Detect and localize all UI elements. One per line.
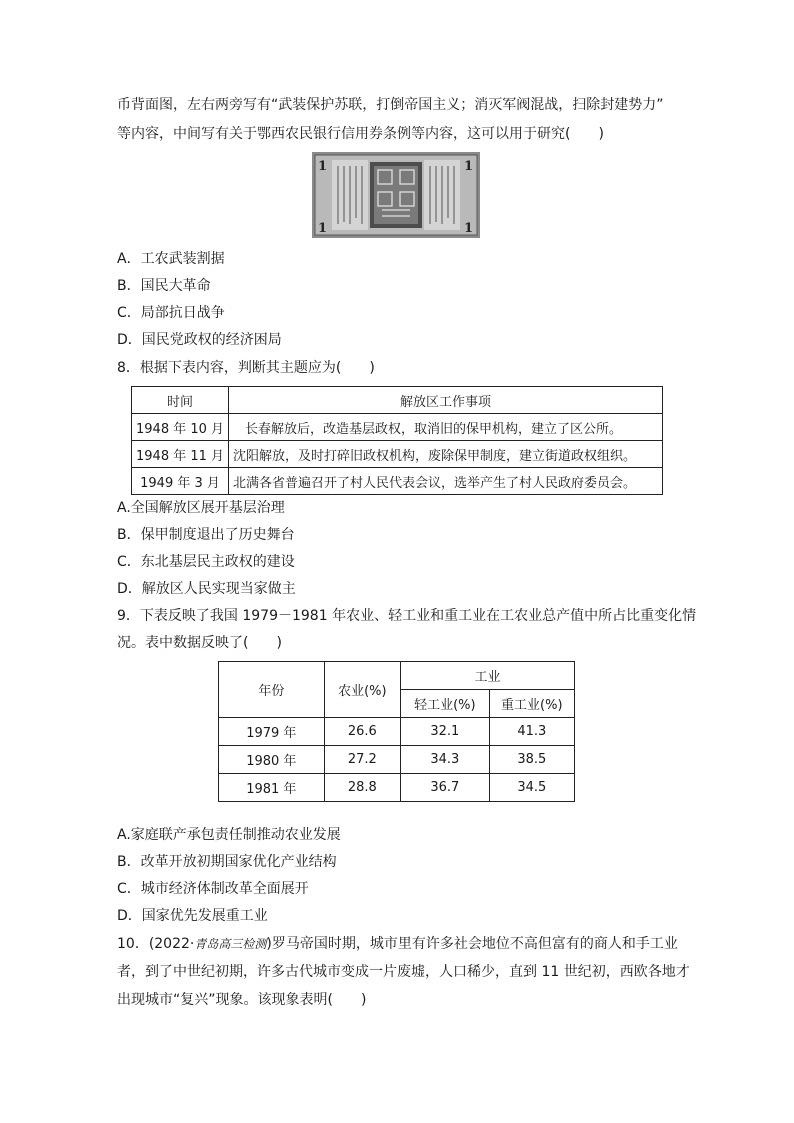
q9-cell-light: 32.1 <box>401 718 490 746</box>
table-row <box>132 441 663 468</box>
table-header-row <box>219 662 575 690</box>
table-row <box>219 774 575 802</box>
q8-cell-time: 1948 年 10 月 <box>132 414 229 441</box>
q9-header-agri: 农业(%) <box>324 662 400 718</box>
q8-option-d: D．解放区人民实现当家做主 <box>117 581 296 597</box>
q7-option-c: C．局部抗日战争 <box>117 305 225 321</box>
q8-table <box>131 386 663 495</box>
table-header-row <box>132 387 663 414</box>
q9-header-heavy: 重工业(%) <box>489 690 574 718</box>
q9-cell-agri: 27.2 <box>324 746 400 774</box>
banknote-digit-bl: 1 <box>318 221 328 236</box>
q9-option-a: A.家庭联产承包责任制推动农业发展 <box>117 827 341 843</box>
q9-option-c: C．城市经济体制改革全面展开 <box>117 881 309 897</box>
q9-stem-line1: 9．下表反映了我国 1979－1981 年农业、轻工业和重工业在工农业总产值中所占比重变化情 <box>117 608 697 624</box>
table-row <box>132 468 663 495</box>
q8-cell-item: 北满各省普遍召开了村人民代表会议，选举产生了村人民政府委员会。 <box>229 468 663 495</box>
table-row <box>219 718 575 746</box>
q7-stem-line2: 等内容，中间写有关于鄂西农民银行信用券条例等内容，这可以用于研究( ) <box>117 126 604 142</box>
q8-header-time: 时间 <box>132 387 229 414</box>
q7-option-a: A．工农武装割据 <box>117 251 225 267</box>
q9-cell-year: 1979 年 <box>219 718 325 746</box>
q9-table <box>218 661 575 802</box>
q9-cell-light: 34.3 <box>401 746 490 774</box>
q8-option-c: C．东北基层民主政权的建设 <box>117 554 295 570</box>
q9-cell-light: 36.7 <box>401 774 490 802</box>
q8-option-a: A.全国解放区展开基层治理 <box>117 500 285 516</box>
q7-option-b: B．国民大革命 <box>117 278 211 294</box>
q7-option-d: D．国民党政权的经济困局 <box>117 332 282 348</box>
q9-cell-agri: 28.8 <box>324 774 400 802</box>
q9-header-industry: 工业 <box>401 662 575 690</box>
q10-stem-text: )罗马帝国时期，城市里有许多社会地位不高但富有的商人和手工业 <box>266 936 678 952</box>
table-row <box>132 414 663 441</box>
q8-cell-time: 1949 年 3 月 <box>132 468 229 495</box>
q9-header-light: 轻工业(%) <box>401 690 490 718</box>
banknote-digit-br: 1 <box>464 221 474 236</box>
q9-cell-agri: 26.6 <box>324 718 400 746</box>
q8-cell-item: 沈阳解放，及时打碎旧政权机构，废除保甲制度，建立街道政权组织。 <box>229 441 663 468</box>
q8-stem: 8．根据下表内容，判断其主题应为( ) <box>117 360 375 376</box>
q8-cell-item: 长春解放后，改造基层政权，取消旧的保甲机构，建立了区公所。 <box>229 414 663 441</box>
q10-stem-line1 <box>117 934 678 954</box>
q9-stem-line2: 况。表中数据反映了( ) <box>117 635 282 651</box>
banknote-digit-tl: 1 <box>318 159 328 174</box>
q10-stem-line2: 者，到了中世纪初期，许多古代城市变成一片废墟，人口稀少，直到 11 世纪初，西欧各地才 <box>117 964 690 980</box>
q9-option-d: D．国家优先发展重工业 <box>117 908 268 924</box>
q10-stem-line3: 出现城市“复兴”现象。该现象表明( ) <box>117 992 367 1008</box>
q9-option-b: B．改革开放初期国家优化产业结构 <box>117 854 337 870</box>
q7-stem-line1: 币背面图，左右两旁写有“武装保护苏联，打倒帝国主义；消灭军阀混战，扫除封建势力” <box>117 97 664 113</box>
q8-option-b: B．保甲制度退出了历史舞台 <box>117 527 295 543</box>
q9-cell-heavy: 41.3 <box>489 718 574 746</box>
q9-header-year: 年份 <box>219 662 325 718</box>
q9-cell-heavy: 38.5 <box>489 746 574 774</box>
banknote-image <box>312 152 480 238</box>
banknote-digit-tr: 1 <box>464 159 474 174</box>
q8-header-items: 解放区工作事项 <box>229 387 663 414</box>
q9-cell-year: 1981 年 <box>219 774 325 802</box>
table-row <box>219 746 575 774</box>
q10-number: 10．(2022· <box>117 936 195 952</box>
q8-cell-time: 1948 年 11 月 <box>132 441 229 468</box>
q10-source: 青岛高三检测 <box>194 937 267 951</box>
q9-cell-heavy: 34.5 <box>489 774 574 802</box>
q9-cell-year: 1980 年 <box>219 746 325 774</box>
